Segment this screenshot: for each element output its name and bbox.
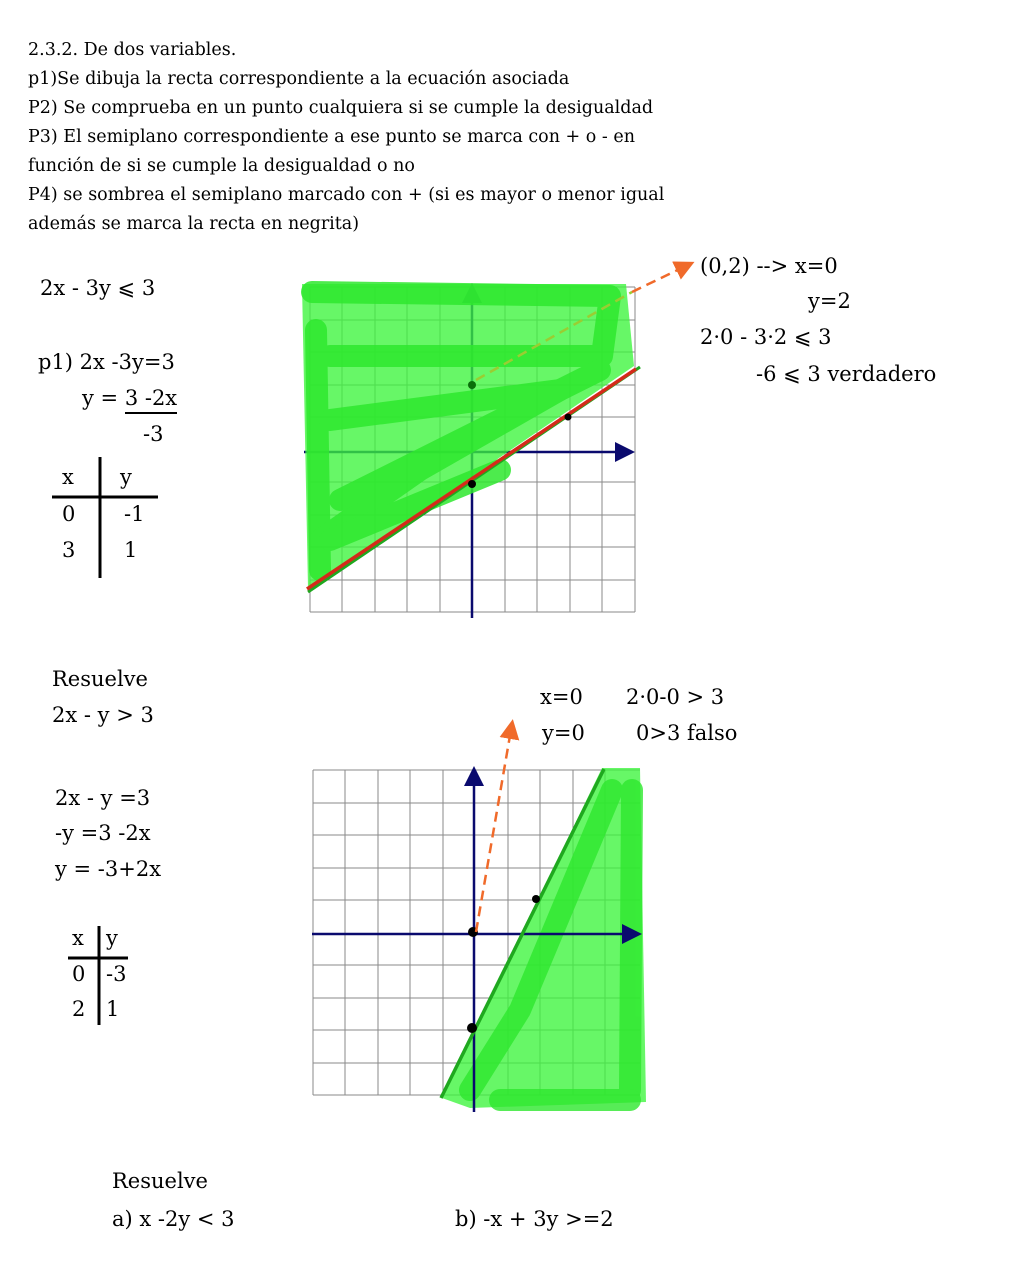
graph2-point [467,1023,477,1033]
table2-cell: 2 [72,997,86,1021]
intro-line: además se marca la recta en negrita) [28,214,360,234]
table1-cell: 1 [124,538,138,562]
table2-lines [68,926,128,1025]
test2-result: 0>3 falso [636,721,738,745]
test1-result: -6 ⩽ 3 verdadero [756,362,937,386]
intro-line: P2) Se comprueba en un punto cualquiera si se cumple la desigualdad [28,98,654,118]
table1-cell: -1 [124,502,145,526]
graph2-test-arrow [476,724,512,932]
intro-line: función de si se cumple la desigualdad o no [28,156,415,176]
table1-cell: 0 [62,502,76,526]
test1-y-value: y=2 [808,289,851,313]
solve-y-prefix: y = [82,386,125,410]
test1-substitution: 2·0 - 3·2 ⩽ 3 [700,325,832,349]
graph1-point [468,381,476,389]
fraction-denominator: -3 [143,422,164,446]
test1-point: (0,2) --> x=0 [700,254,838,278]
fraction-numerator: 3 -2x [125,386,177,414]
section-heading: 2.3.2. De dos variables. [28,40,237,60]
intro-line: P3) El semiplano correspondiente a ese punto se marca con + o - en [28,127,635,147]
table2-header-x: x [72,926,84,950]
exercises-title: Resuelve [112,1169,208,1193]
graph2 [312,724,646,1112]
table2-cell: 0 [72,962,86,986]
table2-header-y: y [106,926,118,950]
exercise-a: a) x -2y < 3 [112,1207,235,1231]
table2-cell: -3 [106,962,127,986]
example2-eq3: y = -3+2x [55,857,162,881]
example1-inequality: 2x - 3y ⩽ 3 [40,276,156,300]
graph1-point [565,414,572,421]
test2-y: y=0 [542,721,585,745]
exercise-b: b) -x + 3y >=2 [455,1207,614,1231]
graph1-test-arrow [632,264,690,292]
table1-lines [52,457,158,578]
table2-cell: 1 [106,997,120,1021]
table1-cell: 3 [62,538,76,562]
example2-inequality: 2x - y > 3 [52,703,154,727]
graph2-point [532,895,540,903]
example2-title: Resuelve [52,667,148,691]
intro-line: P4) se sombrea el semiplano marcado con + (si es mayor o menor igual [28,185,665,205]
intro-line: p1)Se dibuja la recta correspondiente a la ecuación asociada [28,69,570,89]
example2-eq2: -y =3 -2x [55,821,151,845]
test2-expr: 2·0-0 > 3 [626,685,725,709]
graph1 [302,264,690,618]
test2-x: x=0 [540,685,583,709]
example1-step1: p1) 2x -3y=3 [38,350,175,374]
table1-header-x: x [62,465,74,489]
table1-header-y: y [120,465,132,489]
graph1-point [468,480,476,488]
example2-eq1: 2x - y =3 [55,786,151,810]
